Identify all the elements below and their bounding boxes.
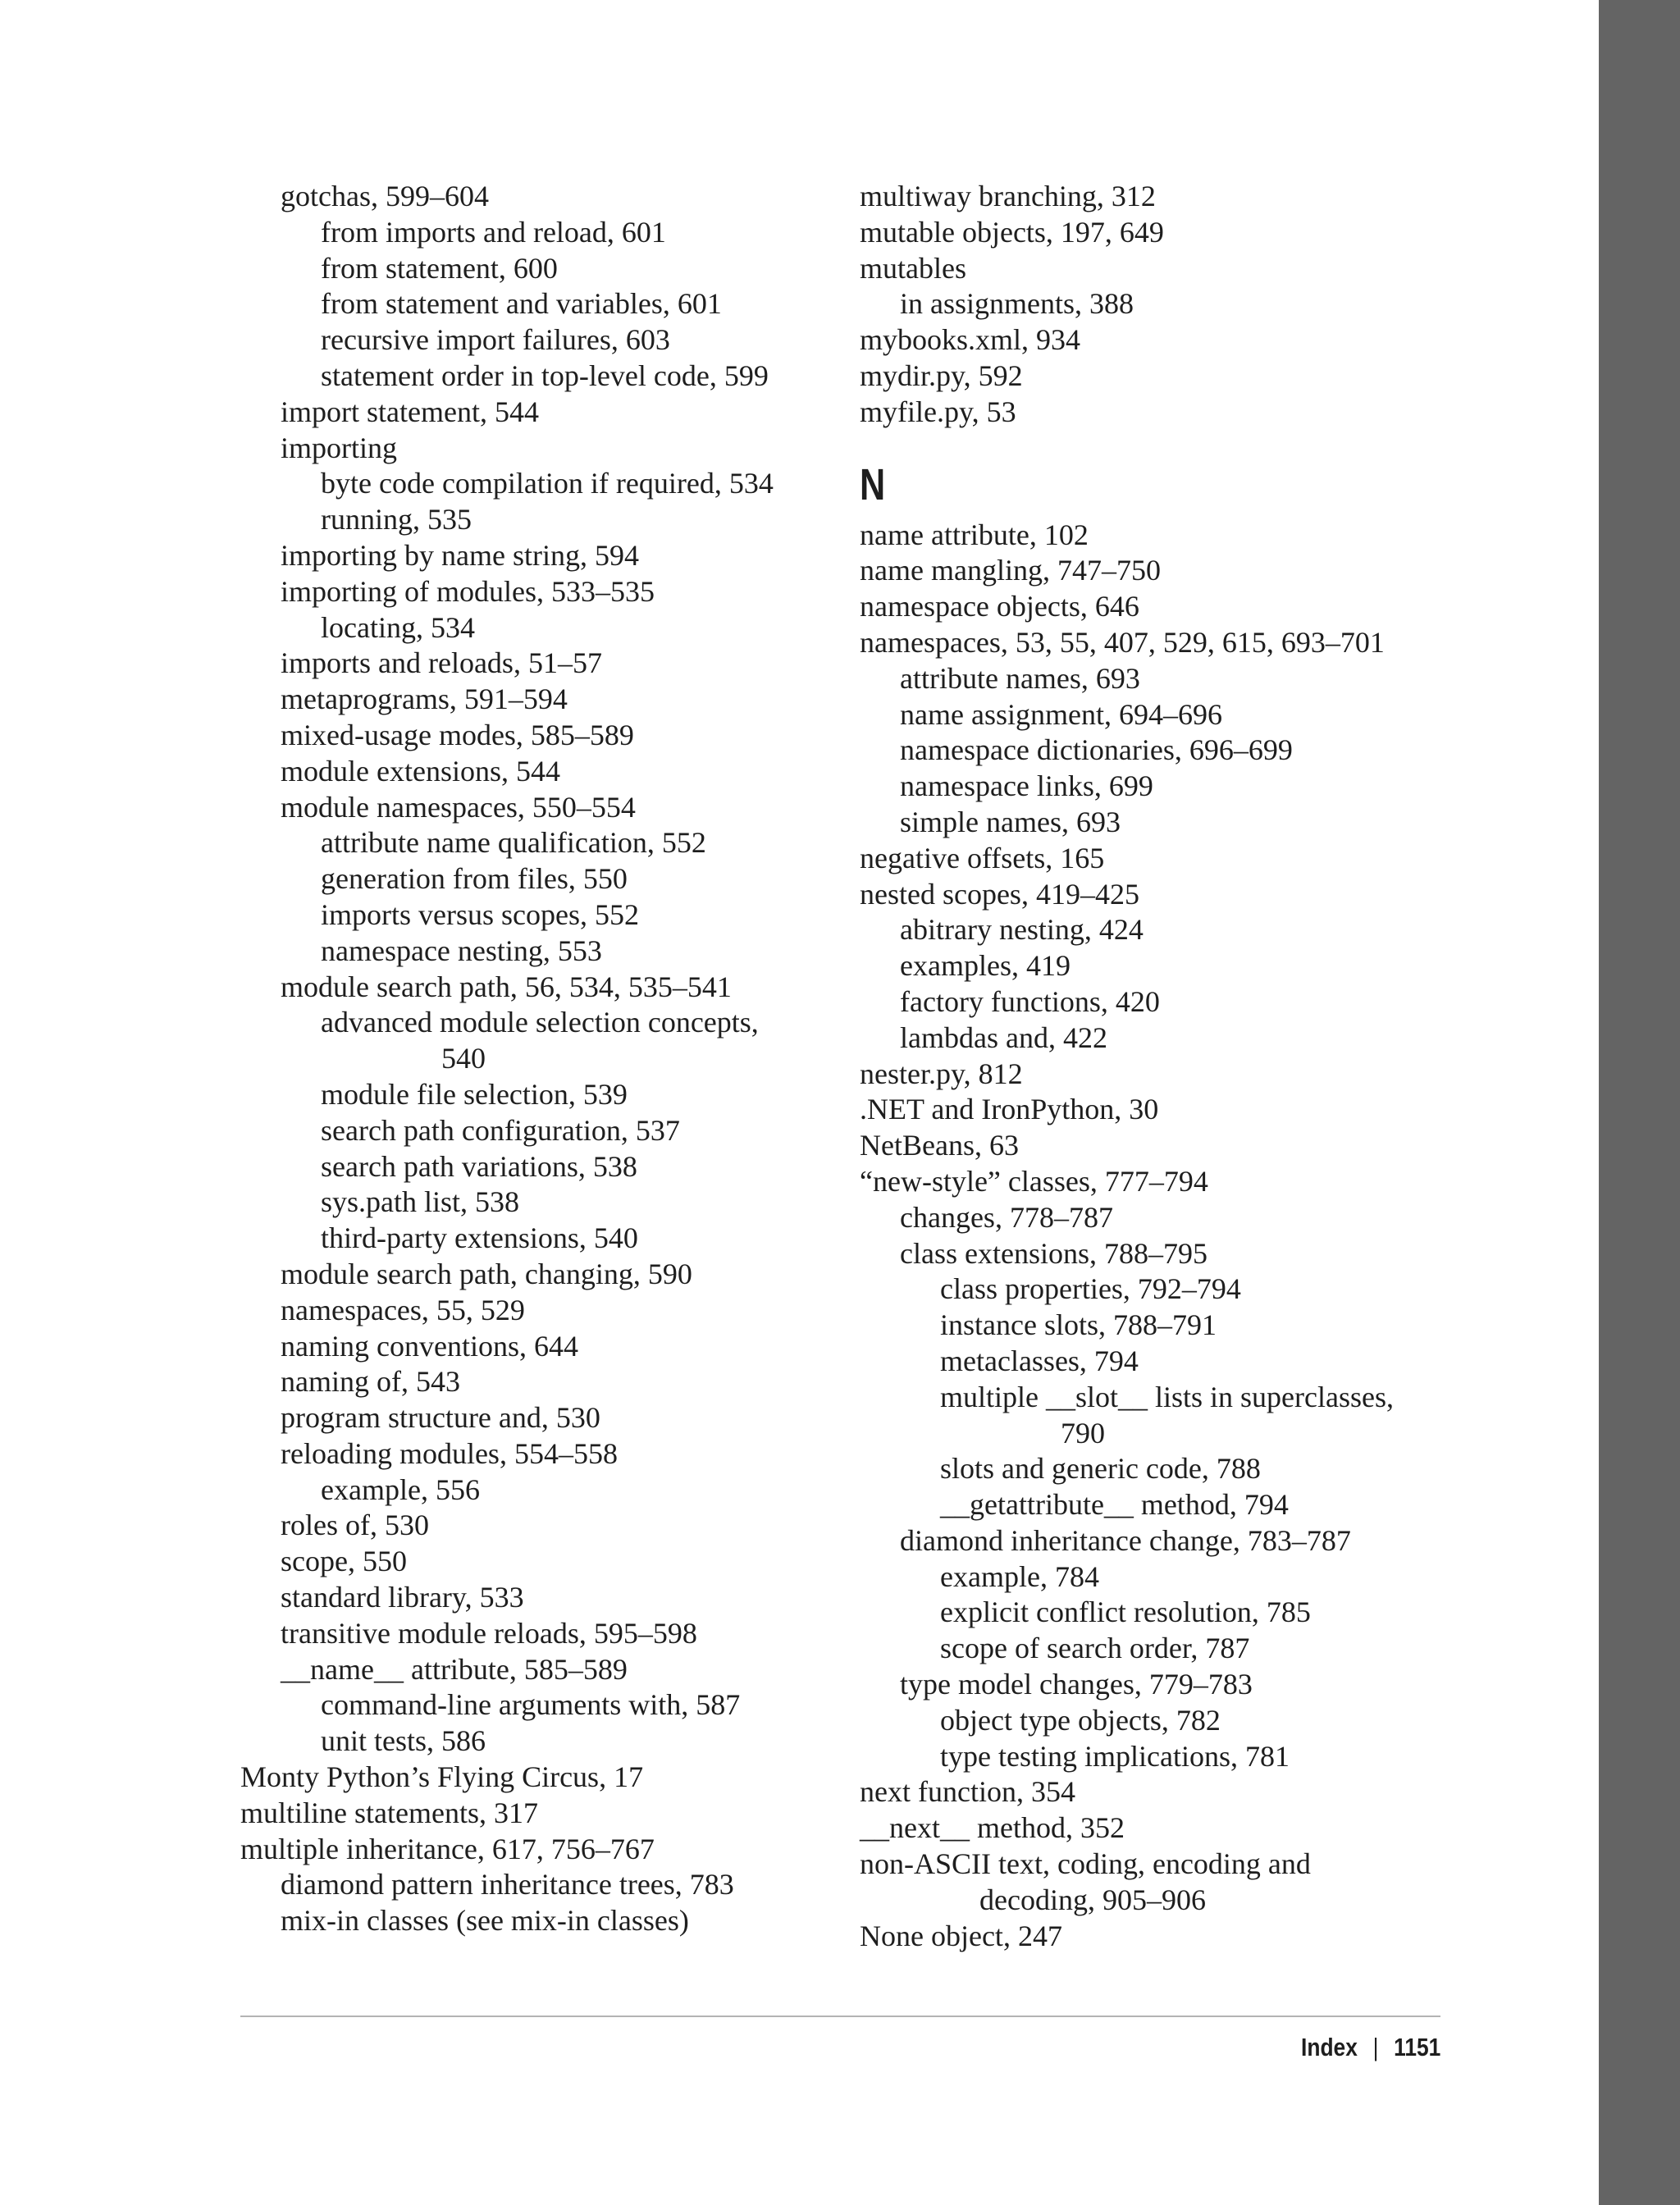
footer-rule [240, 2016, 1440, 2017]
index-entry: unit tests, 586 [321, 1724, 486, 1758]
index-entry: mixed-usage modes, 585–589 [281, 718, 634, 751]
index-entry: namespaces, 53, 55, 407, 529, 615, 693–701 [860, 625, 1385, 659]
index-entry: myfile.py, 53 [860, 395, 1016, 428]
index-entry: factory functions, 420 [900, 984, 1160, 1018]
index-entry: lambdas and, 422 [900, 1020, 1107, 1054]
index-entry: roles of, 530 [281, 1509, 429, 1542]
index-entry: recursive import failures, 603 [321, 323, 670, 357]
index-entry: attribute names, 693 [900, 661, 1140, 695]
index-entry: from imports and reload, 601 [321, 215, 666, 249]
index-entry: multiway branching, 312 [860, 180, 1156, 212]
index-entry: nested scopes, 419–425 [860, 877, 1139, 911]
index-entry: from statement, 600 [321, 251, 558, 285]
index-entry: importing [281, 431, 397, 464]
index-entry: diamond inheritance change, 783–787 [900, 1523, 1351, 1557]
index-entry: multiple __slot__ lists in superclasses, [940, 1380, 1394, 1413]
index-entry: metaclasses, 794 [940, 1344, 1139, 1377]
index-entry: nester.py, 812 [860, 1057, 1023, 1090]
index-entry: slots and generic code, 788 [940, 1452, 1261, 1486]
index-entry: class properties, 792–794 [940, 1272, 1241, 1306]
index-entry: importing of modules, 533–535 [281, 574, 655, 608]
index-entry: mybooks.xml, 934 [860, 323, 1081, 357]
index-entry: examples, 419 [900, 949, 1071, 983]
index-entry: namespace nesting, 553 [321, 934, 602, 967]
index-entry: third-party extensions, 540 [321, 1221, 638, 1255]
index-entry: reloading modules, 554–558 [281, 1436, 618, 1470]
index-entry: Monty Python’s Flying Circus, 17 [240, 1760, 644, 1794]
index-entry: transitive module reloads, 595–598 [281, 1616, 697, 1650]
index-column-left [240, 179, 880, 1939]
index-entry: metaprograms, 591–594 [281, 682, 568, 716]
index-entry: mydir.py, 592 [860, 358, 1023, 392]
index-entry: generation from files, 550 [321, 862, 628, 896]
index-entry: abitrary nesting, 424 [900, 913, 1144, 947]
index-entry: instance slots, 788–791 [940, 1308, 1217, 1342]
index-entry: module file selection, 539 [321, 1077, 628, 1111]
footer-separator: | [1372, 2033, 1379, 2061]
index-entry: simple names, 693 [900, 805, 1121, 838]
index-entry: gotchas, 599–604 [281, 180, 489, 212]
index-entry: search path variations, 538 [321, 1149, 637, 1183]
index-entry: sys.path list, 538 [321, 1185, 520, 1219]
index-entry: import statement, 544 [281, 395, 539, 428]
index-entry: diamond pattern inheritance trees, 783 [281, 1868, 734, 1901]
index-entry: “new-style” classes, 777–794 [860, 1164, 1208, 1198]
index-entry: imports versus scopes, 552 [321, 897, 639, 931]
index-entry: statement order in top-level code, 599 [321, 358, 769, 392]
index-entry: naming of, 543 [281, 1365, 460, 1399]
index-entry: module namespaces, 550–554 [281, 790, 636, 824]
index-group-n [860, 518, 1500, 1955]
index-entry: multiline statements, 317 [240, 1796, 538, 1829]
index-entry: mutables [860, 251, 966, 285]
index-entry: namespace objects, 646 [860, 590, 1139, 623]
index-entry: __next__ method, 352 [860, 1811, 1125, 1845]
index-entry: namespace links, 699 [900, 769, 1153, 803]
index-entry: example, 784 [940, 1559, 1099, 1593]
index-entry: example, 556 [321, 1472, 480, 1506]
index-entry: mix-in classes (see mix-in classes) [281, 1904, 689, 1938]
index-entry: NetBeans, 63 [860, 1129, 1019, 1162]
index-entry: next function, 354 [860, 1775, 1075, 1809]
footer-page-number: 1151 [1393, 2033, 1440, 2061]
index-entry: .NET and IronPython, 30 [860, 1093, 1159, 1126]
index-entry: type testing implications, 781 [940, 1739, 1290, 1773]
index-entry: module search path, changing, 590 [281, 1257, 692, 1290]
index-entry: multiple inheritance, 617, 756–767 [240, 1832, 655, 1865]
index-entry: explicit conflict resolution, 785 [940, 1596, 1311, 1629]
page-edge-tab [1599, 0, 1680, 2205]
index-entry: scope, 550 [281, 1545, 407, 1578]
index-entry: naming conventions, 644 [281, 1329, 578, 1363]
index-entry-continuation: decoding, 905–906 [979, 1883, 1206, 1916]
page-footer [1301, 2028, 1440, 2067]
index-entry: advanced module selection concepts, [321, 1006, 759, 1039]
index-entry: imports and reloads, 51–57 [281, 646, 602, 680]
index-entry: type model changes, 779–783 [900, 1668, 1253, 1701]
index-entry: search path configuration, 537 [321, 1113, 680, 1147]
index-entry: module extensions, 544 [281, 754, 560, 788]
index-group-m [860, 179, 1500, 431]
index-entry: byte code compilation if required, 534 [321, 467, 774, 500]
index-entry: changes, 778–787 [900, 1200, 1113, 1234]
index-entry: scope of search order, 787 [940, 1632, 1250, 1665]
index-entry: mutable objects, 197, 649 [860, 215, 1164, 249]
index-entry: program structure and, 530 [281, 1401, 600, 1435]
index-entry: importing by name string, 594 [281, 538, 639, 572]
index-column-right [860, 179, 1500, 1954]
index-entry-continuation: 790 [1061, 1416, 1105, 1449]
index-entry: namespaces, 55, 529 [281, 1293, 525, 1326]
index-entry: __name__ attribute, 585–589 [281, 1652, 628, 1686]
index-entry: module search path, 56, 534, 535–541 [281, 970, 732, 1003]
index-entry: name attribute, 102 [860, 518, 1089, 551]
index-entry: __getattribute__ method, 794 [940, 1488, 1289, 1522]
index-entry: class extensions, 788–795 [900, 1236, 1208, 1270]
index-entry: running, 535 [321, 503, 472, 536]
index-entry: attribute name qualification, 552 [321, 826, 706, 860]
index-entry: standard library, 533 [281, 1581, 524, 1614]
index-entry: command-line arguments with, 587 [321, 1688, 741, 1722]
index-entry: name assignment, 694–696 [900, 697, 1222, 731]
index-entry: locating, 534 [321, 610, 475, 644]
index-entry: negative offsets, 165 [860, 841, 1105, 874]
index-entry: name mangling, 747–750 [860, 554, 1161, 587]
footer-section-label: Index [1300, 2033, 1358, 2061]
index-entry-continuation: 540 [441, 1042, 486, 1075]
index-entry: None object, 247 [860, 1919, 1062, 1952]
section-letter-n: N [860, 459, 886, 509]
index-entry: in assignments, 388 [900, 287, 1134, 321]
index-entry: from statement and variables, 601 [321, 287, 722, 321]
index-entry: non-ASCII text, coding, encoding and [860, 1847, 1311, 1881]
index-entry: object type objects, 782 [940, 1703, 1221, 1737]
index-entry: namespace dictionaries, 696–699 [900, 733, 1293, 767]
